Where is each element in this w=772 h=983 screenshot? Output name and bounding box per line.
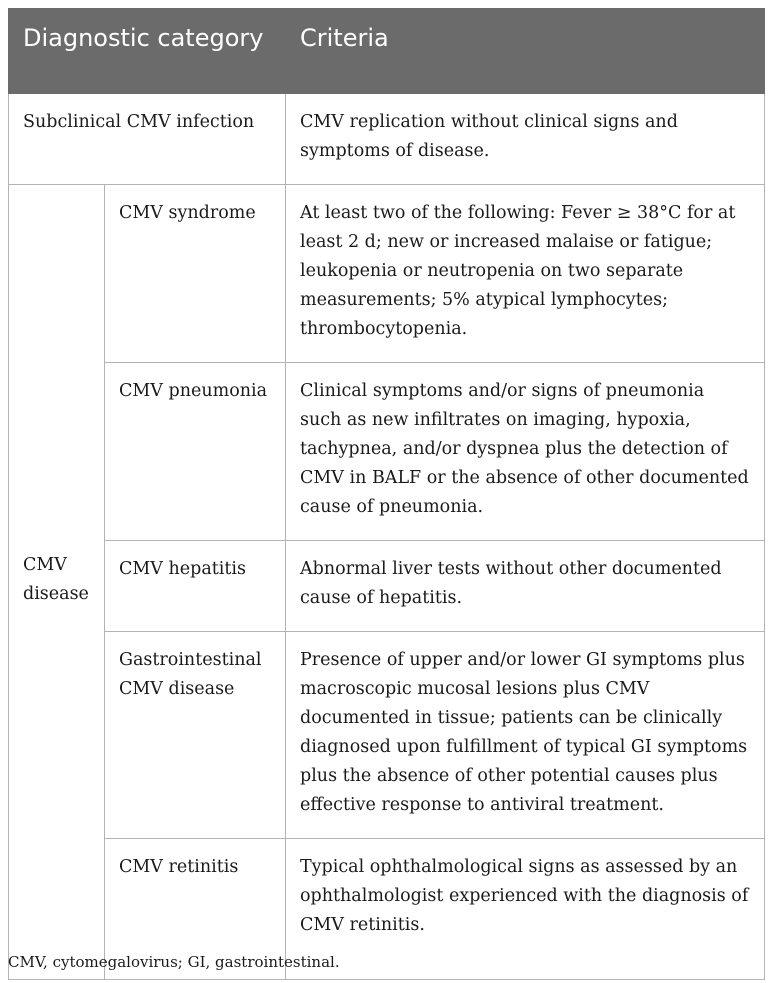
table-footnote: CMV, cytomegalovirus; GI, gastrointestinal.	[8, 953, 340, 971]
criteria-gastro: Presence of upper and/or lower GI symptoms plus macroscopic mucosal lesions plus CMV documented in tissue; patients can be clinically diagnosed upon fulfillment of typical GI symptoms plus the absence of other potential causes plus effective response to antiviral treatment.	[286, 632, 765, 839]
criteria-retinitis: Typical ophthalmological signs as assessed by an ophthalmologist experienced with the diagnosis of CMV retinitis.	[286, 839, 765, 980]
table-row	[9, 632, 765, 839]
table-row	[9, 185, 765, 363]
criteria-subclinical: CMV replication without clinical signs and symptoms of disease.	[286, 94, 765, 185]
category-hepatitis: CMV hepatitis	[105, 541, 286, 632]
criteria-syndrome: At least two of the following: Fever ≥ 38°C for at least 2 d; new or increased malaise or fatigue; leukopenia or neutropenia on two separate measurements; 5% atypical lymphocytes; thrombocytopenia.	[286, 185, 765, 363]
table-row	[9, 541, 765, 632]
header-criteria: Criteria	[286, 9, 765, 94]
category-pneumonia: CMV pneumonia	[105, 363, 286, 541]
cmv-criteria-table	[8, 8, 765, 980]
category-gastro: Gastrointestinal CMV disease	[105, 632, 286, 839]
table-row	[9, 94, 765, 185]
category-retinitis: CMV retinitis	[105, 839, 286, 980]
criteria-hepatitis: Abnormal liver tests without other documented cause of hepatitis.	[286, 541, 765, 632]
category-cmv-disease: CMV disease	[9, 185, 105, 980]
criteria-pneumonia: Clinical symptoms and/or signs of pneumonia such as new infiltrates on imaging, hypoxia, tachypnea, and/or dyspnea plus the detection of CMV in BALF or the absence of other documented cause of pneumonia.	[286, 363, 765, 541]
header-row	[9, 9, 765, 94]
header-diagnostic-category: Diagnostic category	[9, 9, 286, 94]
category-subclinical: Subclinical CMV infection	[9, 94, 286, 185]
table-row	[9, 363, 765, 541]
category-syndrome: CMV syndrome	[105, 185, 286, 363]
